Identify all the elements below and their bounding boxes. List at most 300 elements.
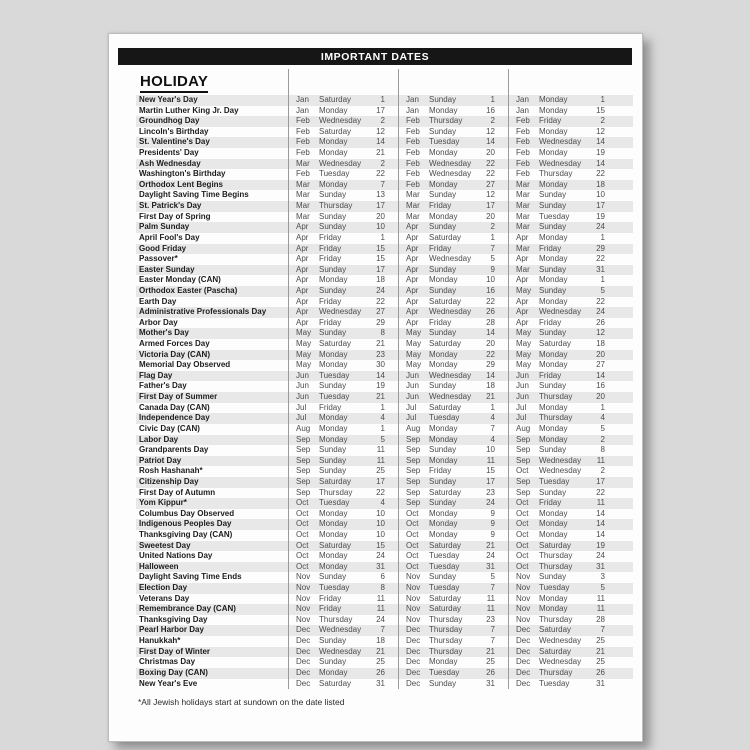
table-row xyxy=(136,456,633,467)
month-abbrev: Apr xyxy=(296,285,309,295)
year-group-cell xyxy=(288,159,398,170)
month-abbrev: Mar xyxy=(296,179,310,189)
weekday: Saturday xyxy=(319,95,352,104)
weekday: Sunday xyxy=(429,498,457,508)
weekday: Monday xyxy=(319,551,348,561)
year-group-cell xyxy=(508,572,633,583)
date-number: 11 xyxy=(486,593,495,603)
weekday: Sunday xyxy=(429,222,457,232)
month-abbrev: Mar xyxy=(516,211,530,221)
weekday: Monday xyxy=(429,519,458,529)
month-abbrev: Oct xyxy=(516,529,529,539)
weekday: Tuesday xyxy=(429,583,460,593)
date-number: 2 xyxy=(600,434,605,444)
weekday: Wednesday xyxy=(539,137,582,147)
table-row xyxy=(136,594,633,605)
date-number: 21 xyxy=(486,540,495,550)
month-abbrev: Feb xyxy=(406,137,420,147)
year-group-cell xyxy=(398,318,508,329)
date-number: 4 xyxy=(490,413,495,423)
holiday-name: Armed Forces Day xyxy=(139,339,210,349)
date-number: 7 xyxy=(600,625,605,635)
month-abbrev: Sep xyxy=(406,445,421,455)
date-number: 24 xyxy=(486,498,495,508)
date-number: 23 xyxy=(486,614,495,624)
month-abbrev: Feb xyxy=(516,148,530,158)
weekday: Sunday xyxy=(429,678,457,688)
table-row xyxy=(136,615,633,626)
holiday-name: Ash Wednesday xyxy=(139,158,201,168)
month-abbrev: May xyxy=(296,339,312,349)
year-group-cell xyxy=(508,106,633,117)
month-abbrev: Mar xyxy=(516,201,530,211)
month-abbrev: Sep xyxy=(516,487,531,497)
table-row xyxy=(136,169,633,180)
month-abbrev: Apr xyxy=(296,275,309,285)
month-abbrev: Dec xyxy=(516,678,531,688)
month-abbrev: Mar xyxy=(406,201,420,211)
date-number: 15 xyxy=(596,105,605,115)
year-group-cell xyxy=(288,254,398,265)
month-abbrev: Oct xyxy=(296,540,309,550)
weekday: Saturday xyxy=(319,339,352,349)
holiday-name: Memorial Day Observed xyxy=(139,360,231,370)
year-group-cell xyxy=(398,265,508,276)
weekday: Friday xyxy=(429,466,452,476)
month-abbrev: Jun xyxy=(406,381,419,391)
table-row xyxy=(136,466,633,477)
holiday-name: Lincoln's Birthday xyxy=(139,126,209,136)
holiday-name: Presidents' Day xyxy=(139,148,199,158)
year-group-cell xyxy=(288,148,398,159)
weekday: Saturday xyxy=(539,540,572,550)
date-number: 12 xyxy=(486,126,495,136)
month-abbrev: Feb xyxy=(296,126,310,136)
date-number: 4 xyxy=(380,413,385,423)
weekday: Wednesday xyxy=(319,158,362,168)
month-abbrev: Mar xyxy=(516,243,530,253)
weekday: Tuesday xyxy=(319,370,350,380)
table-row xyxy=(136,360,633,371)
weekday: Monday xyxy=(429,105,458,115)
column-divider-2 xyxy=(398,69,399,689)
holiday-name: April Fool's Day xyxy=(139,232,200,242)
weekday: Thursday xyxy=(539,169,573,179)
weekday: Monday xyxy=(539,529,568,539)
month-abbrev: Sep xyxy=(516,455,531,465)
month-abbrev: Mar xyxy=(406,190,420,200)
month-abbrev: Sep xyxy=(406,434,421,444)
weekday: Monday xyxy=(539,519,568,529)
table-row xyxy=(136,541,633,552)
year-group-cell xyxy=(508,435,633,446)
year-group-cell xyxy=(508,498,633,509)
year-group-cell xyxy=(508,116,633,127)
holiday-name: St. Patrick's Day xyxy=(139,201,202,211)
weekday: Monday xyxy=(429,349,458,359)
date-number: 9 xyxy=(490,519,495,529)
date-number: 31 xyxy=(596,264,605,274)
month-abbrev: Jun xyxy=(296,381,309,391)
weekday: Monday xyxy=(539,434,568,444)
holiday-name: Veterans Day xyxy=(139,593,190,603)
date-number: 1 xyxy=(490,402,495,412)
year-group-cell xyxy=(288,350,398,361)
year-group-cell xyxy=(508,583,633,594)
month-abbrev: Dec xyxy=(406,636,421,646)
table-row xyxy=(136,275,633,286)
holiday-name: Good Friday xyxy=(139,243,187,253)
date-number: 14 xyxy=(596,508,605,518)
holiday-name: Election Day xyxy=(139,583,188,593)
month-abbrev: Apr xyxy=(516,275,529,285)
weekday: Monday xyxy=(429,423,458,433)
month-abbrev: Sep xyxy=(406,455,421,465)
month-abbrev: Sep xyxy=(406,466,421,476)
month-abbrev: Dec xyxy=(296,657,311,667)
weekday: Monday xyxy=(319,667,348,677)
year-group-cell xyxy=(398,275,508,286)
month-abbrev: Jan xyxy=(406,95,419,104)
year-group-cell xyxy=(288,307,398,318)
date-number: 21 xyxy=(376,148,385,158)
weekday: Sunday xyxy=(319,222,347,232)
year-group-cell xyxy=(288,116,398,127)
month-abbrev: Mar xyxy=(516,179,530,189)
table-row xyxy=(136,318,633,329)
weekday: Saturday xyxy=(319,126,352,136)
year-group-cell xyxy=(398,148,508,159)
date-number: 24 xyxy=(376,285,385,295)
month-abbrev: Mar xyxy=(296,158,310,168)
date-number: 21 xyxy=(486,392,495,402)
month-abbrev: Dec xyxy=(406,646,421,656)
date-number: 31 xyxy=(596,678,605,688)
month-abbrev: Jun xyxy=(406,392,419,402)
date-number: 30 xyxy=(376,360,385,370)
date-number: 16 xyxy=(486,285,495,295)
table-row xyxy=(136,413,633,424)
table-row xyxy=(136,233,633,244)
date-number: 8 xyxy=(380,328,385,338)
holiday-name: Boxing Day (CAN) xyxy=(139,667,208,677)
month-abbrev: Feb xyxy=(516,169,530,179)
date-number: 17 xyxy=(486,201,495,211)
date-number: 31 xyxy=(376,678,385,688)
year-group-cell xyxy=(508,148,633,159)
date-number: 26 xyxy=(486,667,495,677)
month-abbrev: Apr xyxy=(406,296,419,306)
date-number: 22 xyxy=(596,296,605,306)
holiday-name: Thanksgiving Day (CAN) xyxy=(139,529,233,539)
date-number: 15 xyxy=(376,243,385,253)
weekday: Thursday xyxy=(539,551,573,561)
year-group-cell xyxy=(508,275,633,286)
year-group-cell xyxy=(508,159,633,170)
weekday: Monday xyxy=(539,105,568,115)
month-abbrev: Apr xyxy=(296,254,309,264)
month-abbrev: Nov xyxy=(406,614,421,624)
date-number: 18 xyxy=(486,381,495,391)
month-abbrev: Mar xyxy=(296,190,310,200)
year-group-cell xyxy=(508,445,633,456)
date-number: 14 xyxy=(486,137,495,147)
month-abbrev: Jun xyxy=(516,381,529,391)
weekday: Sunday xyxy=(539,264,567,274)
date-number: 1 xyxy=(600,275,605,285)
year-group-cell xyxy=(288,657,398,668)
month-abbrev: May xyxy=(516,328,532,338)
month-abbrev: Sep xyxy=(296,434,311,444)
month-abbrev: Nov xyxy=(296,572,311,582)
year-group-cell xyxy=(288,286,398,297)
holiday-name: Yom Kippur* xyxy=(139,498,187,508)
year-group-cell xyxy=(288,488,398,499)
banner-title: IMPORTANT DATES xyxy=(320,50,430,63)
month-abbrev: Jan xyxy=(406,105,419,115)
year-group-cell xyxy=(288,265,398,276)
weekday: Wednesday xyxy=(539,636,582,646)
month-abbrev: Feb xyxy=(406,179,420,189)
month-abbrev: Mar xyxy=(296,211,310,221)
date-number: 25 xyxy=(596,636,605,646)
date-number: 10 xyxy=(596,190,605,200)
month-abbrev: Dec xyxy=(516,667,531,677)
weekday: Thursday xyxy=(429,614,463,624)
date-number: 15 xyxy=(376,254,385,264)
year-group-cell xyxy=(398,159,508,170)
date-number: 25 xyxy=(376,657,385,667)
date-number: 10 xyxy=(376,222,385,232)
year-group-cell xyxy=(288,445,398,456)
month-abbrev: Aug xyxy=(296,423,311,433)
year-group-cell xyxy=(508,636,633,647)
year-group-cell xyxy=(288,95,398,106)
table-row xyxy=(136,339,633,350)
month-abbrev: Apr xyxy=(516,296,529,306)
weekday: Saturday xyxy=(319,540,352,550)
date-number: 31 xyxy=(596,561,605,571)
month-abbrev: Oct xyxy=(516,561,529,571)
weekday: Friday xyxy=(539,243,562,253)
weekday: Monday xyxy=(429,657,458,667)
date-number: 11 xyxy=(596,593,605,603)
month-abbrev: Feb xyxy=(516,116,530,126)
month-abbrev: Apr xyxy=(406,264,419,274)
date-number: 17 xyxy=(486,476,495,486)
weekday: Monday xyxy=(319,519,348,529)
month-abbrev: Jun xyxy=(296,370,309,380)
year-group-cell xyxy=(398,371,508,382)
year-group-cell xyxy=(398,530,508,541)
weekday: Tuesday xyxy=(429,561,460,571)
weekday: Wednesday xyxy=(429,254,472,264)
year-group-cell xyxy=(288,137,398,148)
weekday: Tuesday xyxy=(319,169,350,179)
month-abbrev: Mar xyxy=(406,211,420,221)
year-group-cell xyxy=(288,339,398,350)
year-group-cell xyxy=(398,95,508,106)
year-group-cell xyxy=(508,424,633,435)
table-row xyxy=(136,583,633,594)
year-group-cell xyxy=(398,551,508,562)
year-group-cell xyxy=(398,583,508,594)
weekday: Tuesday xyxy=(429,667,460,677)
date-number: 11 xyxy=(376,604,385,614)
year-group-cell xyxy=(398,381,508,392)
year-group-cell xyxy=(508,679,633,690)
year-group-cell xyxy=(508,137,633,148)
month-abbrev: Oct xyxy=(406,529,419,539)
date-number: 12 xyxy=(486,190,495,200)
weekday: Monday xyxy=(539,95,568,104)
date-number: 18 xyxy=(596,339,605,349)
year-group-cell xyxy=(288,572,398,583)
date-number: 10 xyxy=(486,275,495,285)
year-group-cell xyxy=(288,435,398,446)
month-abbrev: Dec xyxy=(406,667,421,677)
table-row xyxy=(136,435,633,446)
year-group-cell xyxy=(288,509,398,520)
weekday: Monday xyxy=(429,148,458,158)
weekday: Tuesday xyxy=(539,476,570,486)
table-row xyxy=(136,190,633,201)
date-number: 31 xyxy=(486,561,495,571)
holiday-name: Administrative Professionals Day xyxy=(139,307,267,317)
year-group-cell xyxy=(508,530,633,541)
month-abbrev: Apr xyxy=(516,317,529,327)
weekday: Wednesday xyxy=(429,392,472,402)
holiday-name: Sweetest Day xyxy=(139,540,191,550)
year-group-cell xyxy=(398,679,508,690)
weekday: Tuesday xyxy=(319,583,350,593)
date-number: 20 xyxy=(486,211,495,221)
year-group-cell xyxy=(288,594,398,605)
weekday: Tuesday xyxy=(429,413,460,423)
table-row xyxy=(136,392,633,403)
date-number: 20 xyxy=(376,211,385,221)
month-abbrev: Nov xyxy=(516,604,531,614)
date-number: 31 xyxy=(376,561,385,571)
year-group-cell xyxy=(508,488,633,499)
important-dates-banner xyxy=(118,48,632,65)
date-number: 7 xyxy=(380,625,385,635)
holiday-name: Earth Day xyxy=(139,296,177,306)
year-group-cell xyxy=(508,339,633,350)
weekday: Tuesday xyxy=(319,498,350,508)
date-number: 5 xyxy=(600,423,605,433)
date-number: 14 xyxy=(596,529,605,539)
date-number: 14 xyxy=(376,370,385,380)
date-number: 1 xyxy=(600,232,605,242)
date-number: 4 xyxy=(600,413,605,423)
year-group-cell xyxy=(288,477,398,488)
weekday: Saturday xyxy=(429,487,462,497)
year-group-cell xyxy=(508,265,633,276)
weekday: Thursday xyxy=(539,413,573,423)
weekday: Saturday xyxy=(429,232,462,242)
weekday: Wednesday xyxy=(319,116,362,126)
weekday: Sunday xyxy=(539,285,567,295)
date-number: 9 xyxy=(490,529,495,539)
holiday-name: Canada Day (CAN) xyxy=(139,402,210,412)
table-row xyxy=(136,286,633,297)
weekday: Saturday xyxy=(429,540,462,550)
date-number: 28 xyxy=(486,317,495,327)
date-number: 10 xyxy=(486,445,495,455)
month-abbrev: Jul xyxy=(296,402,307,412)
weekday: Saturday xyxy=(429,339,462,349)
year-group-cell xyxy=(508,413,633,424)
year-group-cell xyxy=(288,169,398,180)
month-abbrev: Nov xyxy=(516,583,531,593)
weekday: Monday xyxy=(319,423,348,433)
month-abbrev: Jun xyxy=(406,370,419,380)
month-abbrev: Oct xyxy=(516,466,529,476)
table-row xyxy=(136,244,633,255)
year-group-cell xyxy=(398,339,508,350)
table-row xyxy=(136,445,633,456)
weekday: Wednesday xyxy=(539,455,582,465)
jewish-holidays-footnote: *All Jewish holidays start at sundown on the date listed xyxy=(138,697,345,707)
weekday: Saturday xyxy=(429,604,462,614)
month-abbrev: Apr xyxy=(406,232,419,242)
date-number: 11 xyxy=(376,445,385,455)
holiday-table-body xyxy=(136,95,633,689)
month-abbrev: Nov xyxy=(406,572,421,582)
holiday-name: Orthodox Easter (Pascha) xyxy=(139,285,238,295)
date-number: 2 xyxy=(490,116,495,126)
weekday: Monday xyxy=(539,508,568,518)
month-abbrev: Oct xyxy=(516,508,529,518)
year-group-cell xyxy=(398,466,508,477)
table-row xyxy=(136,519,633,530)
year-group-cell xyxy=(288,403,398,414)
weekday: Thursday xyxy=(539,667,573,677)
year-group-cell xyxy=(508,456,633,467)
month-abbrev: Apr xyxy=(406,243,419,253)
year-group-cell xyxy=(508,180,633,191)
weekday: Monday xyxy=(429,360,458,370)
year-group-cell xyxy=(288,413,398,424)
date-number: 26 xyxy=(376,667,385,677)
month-abbrev: Apr xyxy=(296,307,309,317)
holiday-name: Father's Day xyxy=(139,381,187,391)
date-number: 24 xyxy=(486,551,495,561)
date-number: 17 xyxy=(376,201,385,211)
month-abbrev: Oct xyxy=(516,540,529,550)
weekday: Tuesday xyxy=(539,211,570,221)
year-group-cell xyxy=(288,583,398,594)
holiday-name: Labor Day xyxy=(139,434,179,444)
table-header xyxy=(136,69,633,95)
date-number: 29 xyxy=(486,360,495,370)
month-abbrev: Dec xyxy=(296,678,311,688)
year-group-cell xyxy=(288,498,398,509)
year-group-cell xyxy=(398,233,508,244)
month-abbrev: Dec xyxy=(516,646,531,656)
date-number: 7 xyxy=(490,423,495,433)
weekday: Sunday xyxy=(319,190,347,200)
weekday: Sunday xyxy=(319,328,347,338)
date-number: 22 xyxy=(376,296,385,306)
month-abbrev: Oct xyxy=(516,519,529,529)
month-abbrev: Jul xyxy=(516,402,527,412)
month-abbrev: Dec xyxy=(516,657,531,667)
month-abbrev: Jan xyxy=(516,105,529,115)
month-abbrev: May xyxy=(296,360,312,370)
date-number: 27 xyxy=(376,307,385,317)
